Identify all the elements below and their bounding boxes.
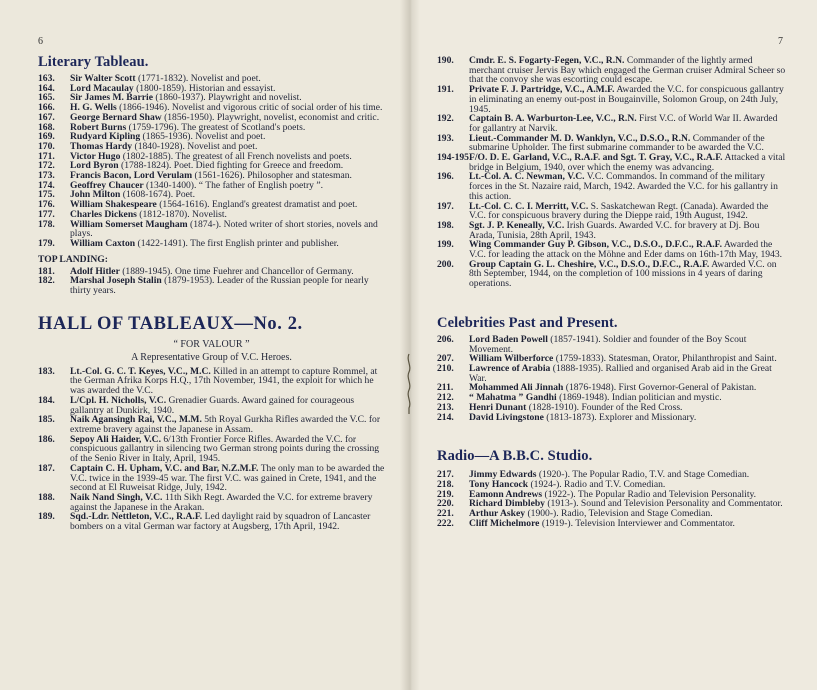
entry-name: George Bernard Shaw <box>70 111 162 123</box>
valour-list-continued <box>437 56 787 289</box>
entry-number: 185. <box>38 414 55 426</box>
entry-name: David Livingstone <box>469 411 544 423</box>
entry-description: (1759-1796). The greatest of Scotland's poets. <box>126 121 306 133</box>
top-landing-label: TOP LANDING: <box>38 253 108 265</box>
entry-number: 164. <box>38 82 55 94</box>
entry-number: 189. <box>38 511 55 523</box>
entry-name: Sqd.-Ldr. Nettleton, V.C., R.A.F. <box>70 511 203 523</box>
entry-name: Mohammed Ali Jinnah <box>469 382 564 394</box>
entry-description: (1869-1948). Indian politician and mystic. <box>556 392 722 404</box>
entry-name: Naik Nand Singh, V.C. <box>70 491 163 503</box>
entry-number: 207. <box>437 353 454 365</box>
entry-name: Naik Agansingh Rai, V.C., M.M. <box>70 414 202 426</box>
entry-name: Sir James M. Barrie <box>70 92 153 104</box>
entry-description: (1788-1824). Poet. Died fighting for Greece and freedom. <box>118 160 344 172</box>
top-landing-list <box>38 267 385 296</box>
entry-item <box>38 512 385 531</box>
entry-name: Lt.-Col. C. C. I. Merritt, V.C. <box>469 200 589 212</box>
entry-description: (1340-1400). “ The father of English poetry ”. <box>143 179 324 191</box>
entry-description: (1888-1935). Rallied and organised Arab aid in the Great War. <box>469 362 772 384</box>
entry-description: (1608-1674). Poet. <box>120 189 195 201</box>
entry-name: Victor Hugo <box>70 150 121 162</box>
entry-item <box>437 153 787 172</box>
entry-name: Rudyard Kipling <box>70 131 141 143</box>
entry-description: (1876-1948). First Governor-General of Pakistan. <box>563 382 757 394</box>
entry-description: (1812-1870). Novelist. <box>136 208 227 220</box>
entry-number: 199. <box>437 239 454 251</box>
entry-description: Awarded V.C. on 8th September, 1944, on the completion of 100 missions in 4 years of daring operations. <box>469 258 777 290</box>
entry-name: Francis Bacon, Lord Verulam <box>70 170 193 182</box>
entry-item <box>437 172 787 201</box>
entry-name: Lawrence of Arabia <box>469 362 551 374</box>
entry-number: 176. <box>38 199 55 211</box>
entry-description: (1900-). Radio, Television and Stage Comedian. <box>525 508 713 520</box>
entry-item <box>437 56 787 85</box>
entry-number: 177. <box>38 208 55 220</box>
entry-name: Private F. J. Partridge, V.C., A.M.F. <box>469 84 615 96</box>
entry-name: William Caxton <box>70 237 136 249</box>
entry-name: Adolf Hitler <box>70 265 120 277</box>
entry-description: 11th Sikh Regt. Awarded the V.C. for extreme bravery against the Japanese in the Arakan. <box>70 491 373 513</box>
entry-item <box>437 260 787 289</box>
entry-number: 187. <box>38 462 55 474</box>
entry-name: F/O. D. E. Garland, V.C., R.A.F. and Sgt. T. Gray, V.C., R.A.F. <box>469 152 723 164</box>
literary-list <box>38 74 385 249</box>
entry-name: L/Cpl. H. Nicholls, V.C. <box>70 394 167 406</box>
entry-number: 188. <box>38 491 55 503</box>
entry-description: (1860-1937). Playwright and novelist. <box>152 92 302 104</box>
entry-number: 211. <box>437 382 454 394</box>
entry-number: 165. <box>38 92 55 104</box>
entry-item <box>38 239 385 249</box>
entry-name: Arthur Askey <box>469 508 526 520</box>
entry-description: (1828-1910). Founder of the Red Cross. <box>526 401 683 413</box>
entry-item <box>437 114 787 133</box>
entry-item <box>38 435 385 464</box>
entry-item <box>437 413 787 423</box>
entry-name: John Milton <box>70 189 121 201</box>
entry-description: (1865-1936). Novelist and poet. <box>140 131 266 143</box>
entry-description: (1924-). Radio and T.V. Comedian. <box>528 478 666 490</box>
entry-description: (1919-). Television Interviewer and Commentator. <box>539 517 735 529</box>
entry-item <box>437 240 787 259</box>
entry-name: Sepoy Ali Haider, V.C. <box>70 433 161 445</box>
entry-number: 220. <box>437 498 454 510</box>
entry-number: 190. <box>437 55 454 66</box>
entry-name: H. G. Wells <box>70 102 117 114</box>
entry-number: 179. <box>38 237 55 249</box>
celebrities-list <box>437 335 787 422</box>
entry-item <box>38 220 385 239</box>
entry-name: William Wilberforce <box>469 353 554 365</box>
entry-name: Cliff Michelmore <box>469 517 540 529</box>
entry-description: Commander of the lightly armed merchant cruiser Jervis Bay which engaged the German cruiser Admiral Scheer so that the convoy she was escorting could escape. <box>469 55 786 86</box>
entry-number: 214. <box>437 411 454 423</box>
entry-item <box>38 464 385 493</box>
entry-description: (1920-). The Popular Radio, T.V. and Stage Comedian. <box>536 469 750 481</box>
entry-description: (1422-1491). The first English printer and publisher. <box>135 237 339 249</box>
literary-heading: Literary Tableau. <box>38 54 149 70</box>
entry-name: “ Mahatma ” Gandhi <box>469 392 557 404</box>
entry-item <box>38 276 385 295</box>
entry-item <box>437 335 787 354</box>
entry-number: 184. <box>38 394 55 406</box>
entry-number: 182. <box>38 275 55 287</box>
entry-name: Sir Walter Scott <box>70 73 136 84</box>
entry-name: Henri Dunant <box>469 401 527 413</box>
entry-number: 186. <box>38 433 55 445</box>
entry-number: 191. <box>437 84 454 96</box>
entry-name: Lord Baden Powell <box>469 333 548 345</box>
entry-number: 217. <box>437 469 454 481</box>
entry-description: (1913-). Sound and Television Personality and Commentator. <box>544 498 783 510</box>
entry-name: Lieut.-Commander M. D. Wanklyn, V.C., D.S.O., R.N. <box>469 132 691 144</box>
entry-number: 178. <box>38 218 55 230</box>
entry-name: Lt.-Col. G. C. T. Keyes, V.C., M.C. <box>70 365 211 377</box>
entry-description: (1874-). Noted writer of short stories, novels and plays. <box>70 218 378 240</box>
entry-number: 221. <box>437 508 454 520</box>
entry-name: William Shakespeare <box>70 199 157 211</box>
staple-icon <box>405 352 413 416</box>
entry-description: (1800-1859). Historian and essayist. <box>133 82 276 94</box>
entry-number: 200. <box>437 258 454 270</box>
entry-description: (1889-1945). One time Fuehrer and Chancellor of Germany. <box>119 265 354 277</box>
entry-number: 197. <box>437 200 454 212</box>
entry-item <box>437 519 787 529</box>
entry-number: 198. <box>437 219 454 231</box>
entry-number: 219. <box>437 488 454 500</box>
entry-item <box>38 367 385 396</box>
radio-heading: Radio—A B.B.C. Studio. <box>437 448 593 465</box>
entry-number: 172. <box>38 160 55 172</box>
hall-subnote: A Representative Group of V.C. Heroes. <box>131 351 292 363</box>
entry-item <box>38 415 385 434</box>
entry-description: Led daylight raid by squadron of Lancaster bombers on a vital German war factory at Augsberg, 17th April, 1942. <box>70 511 371 533</box>
entry-description: (1771-1832). Novelist and poet. <box>135 73 261 84</box>
entry-description: Awarded the V.C. for leading the attack on the Möhne and Eder dams on 16th-17th May, 1943. <box>469 239 783 261</box>
entry-number: 194-195 <box>437 152 469 164</box>
entry-description: (1857-1941). Soldier and founder of the Boy Scout Movement. <box>469 333 747 355</box>
entry-name: Lt.-Col. A. C. Newman, V.C. <box>469 171 585 183</box>
entry-description: (1813-1873). Explorer and Missionary. <box>543 411 697 423</box>
entry-description: (1802-1885). The greatest of all French novelists and poets. <box>120 150 352 162</box>
entry-description: Commander of the submarine Upholder. The first submarine commander to be awarded the V.C. <box>469 132 765 154</box>
entry-number: 163. <box>38 73 55 84</box>
entry-name: Lord Byron <box>70 160 119 172</box>
entry-number: 183. <box>38 365 55 377</box>
entry-description: (1866-1946). Novelist and vigorous critic of social order of his time. <box>116 102 383 114</box>
entry-number: 196. <box>437 171 454 183</box>
entry-number: 206. <box>437 333 454 345</box>
entry-description: (1564-1616). England's greatest dramatist and poet. <box>156 199 358 211</box>
entry-description: S. Saskatchewan Regt. (Canada). Awarded the V.C. for conspicuous bravery during the Dieppe raid, 19th August, 1942. <box>469 200 769 222</box>
entry-name: Cmdr. E. S. Fogarty-Fegen, V.C., R.N. <box>469 55 625 66</box>
radio-list <box>437 470 787 528</box>
entry-item <box>437 202 787 221</box>
entry-name: Richard Dimbleby <box>469 498 545 510</box>
entry-number: 166. <box>38 102 55 114</box>
entry-description: 6/13th Frontier Force Rifles. Awarded the V.C. for conspicuous gallantry in silencing two German strong points during the crossing of the Senio River in Italy, April, 1945. <box>70 433 380 465</box>
entry-description: (1561-1626). Philosopher and statesman. <box>192 170 352 182</box>
entry-number: 167. <box>38 111 55 123</box>
entry-description: (1856-1950). Playwright, novelist, economist and critic. <box>161 111 380 123</box>
entry-item <box>437 364 787 383</box>
entry-name: Tony Hancock <box>469 478 529 490</box>
entry-item <box>38 396 385 415</box>
entry-description: Grenadier Guards. Award gained for courageous gallantry at Dunkirk, 1940. <box>70 394 355 416</box>
entry-description: Killed in an attempt to capture Rommel, at the German Afrika Korps H.Q., 17th November, 1941, the exploit for which he was awarded the V.C. <box>70 365 378 397</box>
entry-name: Lord Macaulay <box>70 82 134 94</box>
celebrities-heading: Celebrities Past and Present. <box>437 314 618 331</box>
entry-item <box>437 134 787 153</box>
entry-number: 173. <box>38 170 55 182</box>
entry-number: 212. <box>437 392 454 404</box>
entry-name: Sgt. J. P. Keneally, V.C. <box>469 219 565 231</box>
entry-number: 168. <box>38 121 55 133</box>
entry-number: 213. <box>437 401 454 413</box>
entry-number: 171. <box>38 150 55 162</box>
entry-description: (1879-1953). Leader of the Russian people for nearly thirty years. <box>70 275 369 297</box>
valour-list <box>38 367 385 532</box>
entry-name: Eamonn Andrews <box>469 488 543 500</box>
entry-name: Group Captain G. L. Cheshire, V.C., D.S.O., D.F.C., R.A.F. <box>469 258 710 270</box>
entry-name: Geoffrey Chaucer <box>70 179 144 191</box>
hall-heading: HALL OF TABLEAUX—No. 2. <box>38 313 303 334</box>
entry-description: (1922-). The Popular Radio and Television Personality. <box>542 488 757 500</box>
entry-name: Charles Dickens <box>70 208 137 220</box>
page-gutter <box>400 0 420 690</box>
entry-description: Irish Guards. Awarded V.C. for bravery at Dj. Bou Arada, Tunisia, 28th April, 1943. <box>469 219 760 241</box>
entry-number: 192. <box>437 113 454 125</box>
entry-number: 181. <box>38 265 55 277</box>
hall-subtitle: “ FOR VALOUR ” <box>173 338 250 350</box>
entry-description: 5th Royal Gurkha Rifles awarded the V.C. for extreme bravery against the Japanese in Assam. <box>70 414 381 435</box>
entry-name: Thomas Hardy <box>70 140 133 152</box>
entry-name: Captain C. H. Upham, V.C. and Bar, N.Z.M.F. <box>70 462 259 474</box>
entry-item <box>437 221 787 240</box>
entry-description: First V.C. of World War II. Awarded for gallantry at Narvik. <box>469 113 778 134</box>
page-number: 6 <box>38 36 43 47</box>
entry-item <box>38 493 385 512</box>
entry-number: 210. <box>437 362 454 374</box>
entry-description: Awarded the V.C. for conspicuous gallantry in eliminating an enemy out-post in Bougainville, Solomon Group, on 24th July, 1945. <box>469 84 784 115</box>
entry-number: 222. <box>437 517 454 529</box>
page-number: 7 <box>778 36 783 47</box>
entry-number: 175. <box>38 189 55 201</box>
entry-number: 218. <box>437 478 454 490</box>
entry-description: (1840-1928). Novelist and poet. <box>132 140 258 152</box>
entry-description: Attacked a vital bridge in Belgium, 1940, over which the enemy was advancing. <box>469 152 786 173</box>
entry-name: Marshal Joseph Stalin <box>70 275 162 287</box>
entry-name: William Somerset Maugham <box>70 218 188 230</box>
entry-description: (1759-1833). Statesman, Orator, Philanthropist and Saint. <box>553 353 777 365</box>
entry-name: Robert Burns <box>70 121 127 133</box>
entry-name: Wing Commander Guy P. Gibson, V.C., D.S.O., D.F.C., R.A.F. <box>469 239 723 251</box>
entry-number: 170. <box>38 140 55 152</box>
entry-number: 174. <box>38 179 55 191</box>
entry-name: Jimmy Edwards <box>469 469 537 481</box>
entry-description: The only man to be awarded the V.C. twice in the 1939-45 war. The first V.C. was gained in Crete, 1941, and the second at El Ruweisat Ridge, July, 1942. <box>70 462 385 494</box>
entry-description: V.C. Commandos. In command of the military forces in the St. Nazaire raid, March, 1942. Awarded the V.C. for his gallantry in this action. <box>469 171 778 202</box>
entry-number: 193. <box>437 132 454 144</box>
entry-number: 169. <box>38 131 55 143</box>
entry-name: Captain B. A. Warburton-Lee, V.C., R.N. <box>469 113 637 125</box>
right-page <box>409 0 817 690</box>
entry-item <box>437 85 787 114</box>
